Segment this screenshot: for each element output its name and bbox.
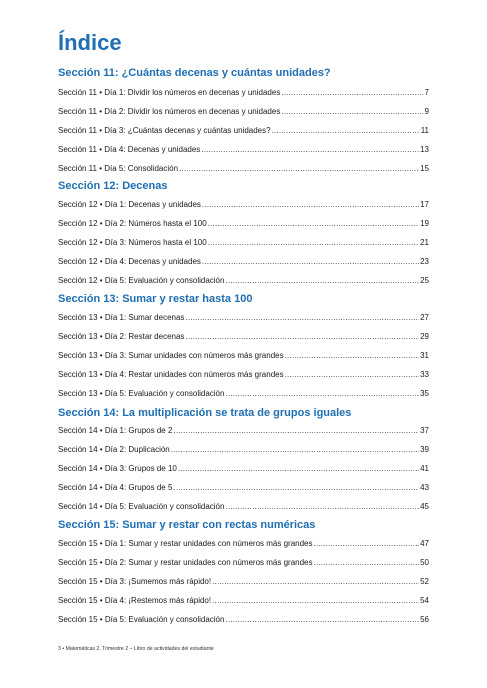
toc-entry-label: Sección 15 • Día 1: Sumar y restar unidades con números más grandes — [58, 539, 313, 548]
toc-entry[interactable] — [58, 107, 429, 119]
toc-entry-label: Sección 15 • Día 5: Evaluación y consolidación — [58, 614, 225, 624]
toc-entry-page-number: 9 — [424, 106, 429, 116]
toc-entry[interactable] — [58, 219, 429, 231]
toc-entry-label: Sección 13 • Día 4: Restar unidades con números más grandes — [58, 369, 284, 379]
dot-leader — [173, 426, 419, 435]
dot-leader — [202, 257, 419, 266]
toc-entry-label: Sección 12 • Día 5: Evaluación y consolidación — [58, 275, 225, 285]
toc-entry-label: Sección 11 • Día 5: Consolidación — [58, 163, 179, 173]
toc-entry-page-number: 47 — [420, 539, 429, 548]
dot-leader — [225, 502, 419, 511]
dot-leader — [208, 238, 419, 247]
toc-entry-page-number: 39 — [420, 444, 429, 454]
toc-entry-label: Sección 14 • Día 1: Grupos de 2 — [58, 426, 173, 435]
dot-leader — [212, 596, 419, 605]
toc-entry-page-number: 11 — [420, 125, 429, 135]
toc-entry[interactable] — [58, 238, 429, 250]
toc-entry[interactable] — [58, 164, 429, 176]
toc-entry[interactable] — [58, 351, 429, 363]
toc-entry-label: Sección 13 • Día 5: Evaluación y consolidación — [58, 388, 225, 398]
toc-entry-page-number: 27 — [420, 313, 429, 322]
toc-entry-label: Sección 14 • Día 4: Grupos de 5 — [58, 482, 173, 492]
toc-entry-page-number: 19 — [420, 218, 429, 228]
dot-leader — [225, 276, 419, 285]
toc-entry-page-number: 31 — [420, 350, 429, 360]
toc-entry[interactable] — [58, 200, 429, 212]
toc-entry[interactable] — [58, 502, 429, 514]
toc-entry-label: Sección 15 • Día 2: Sumar y restar unidades con números más grandes — [58, 557, 313, 567]
toc-entry-page-number: 33 — [420, 369, 429, 379]
toc-entry-page-number: 43 — [420, 482, 429, 492]
dot-leader — [173, 483, 419, 492]
toc-entry-page-number: 17 — [420, 200, 429, 209]
toc-entry[interactable] — [58, 145, 429, 157]
toc-entry-label: Sección 11 • Día 3: ¿Cuántas decenas y cuántas unidades? — [58, 125, 271, 135]
section-heading: Sección 12: Decenas — [58, 180, 168, 192]
toc-entry[interactable] — [58, 88, 429, 100]
dot-leader — [201, 145, 419, 154]
toc-entry-page-number: 54 — [420, 595, 429, 605]
dot-leader — [313, 539, 419, 548]
toc-entry-page-number: 29 — [420, 331, 429, 341]
toc-entry-label: Sección 11 • Día 1: Dividir los números en decenas y unidades — [58, 88, 281, 97]
toc-entry-label: Sección 12 • Día 1: Decenas y unidades — [58, 200, 201, 209]
toc-entry-label: Sección 14 • Día 3: Grupos de 10 — [58, 463, 177, 473]
toc-entry[interactable] — [58, 426, 429, 438]
section-heading: Sección 11: ¿Cuántas decenas y cuántas unidades? — [58, 67, 331, 79]
page-title: Índice — [58, 30, 122, 55]
toc-entry[interactable] — [58, 615, 429, 627]
toc-entry-label: Sección 14 • Día 5: Evaluación y consolidación — [58, 501, 225, 511]
toc-entry-page-number: 13 — [420, 144, 429, 154]
dot-leader — [281, 107, 423, 116]
toc-entry-label: Sección 14 • Día 2: Duplicación — [58, 444, 170, 454]
toc-entry-label: Sección 12 • Día 2: Números hasta el 100 — [58, 218, 207, 228]
toc-entry-page-number: 56 — [420, 614, 429, 624]
toc-entry[interactable] — [58, 558, 429, 570]
toc-entry[interactable] — [58, 445, 429, 457]
toc-entry-label: Sección 12 • Día 3: Números hasta el 100 — [58, 237, 207, 247]
section-heading: Sección 13: Sumar y restar hasta 100 — [58, 293, 253, 305]
section-heading: Sección 14: La multiplicación se trata de grupos iguales — [58, 407, 352, 419]
toc-entry[interactable] — [58, 577, 429, 589]
toc-entry-label: Sección 12 • Día 4: Decenas y unidades — [58, 256, 201, 266]
toc-entry-page-number: 25 — [420, 275, 429, 285]
toc-entry-page-number: 45 — [420, 501, 429, 511]
toc-entry-page-number: 23 — [420, 256, 429, 266]
toc-entry[interactable] — [58, 257, 429, 269]
toc-entry[interactable] — [58, 126, 429, 138]
toc-entry-page-number: 52 — [420, 576, 429, 586]
toc-entry-page-number: 41 — [420, 463, 429, 473]
section-heading: Sección 15: Sumar y restar con rectas numéricas — [58, 519, 316, 531]
toc-entry-label: Sección 13 • Día 2: Restar decenas — [58, 331, 185, 341]
dot-leader — [281, 88, 423, 97]
toc-entry[interactable] — [58, 370, 429, 382]
toc-entry-page-number: 35 — [420, 388, 429, 398]
toc-entry-page-number: 15 — [420, 163, 429, 173]
dot-leader — [225, 389, 419, 398]
toc-entry-page-number: 7 — [424, 88, 429, 97]
dot-leader — [285, 370, 420, 379]
dot-leader — [212, 577, 419, 586]
toc-entry-label: Sección 11 • Día 4: Decenas y unidades — [58, 144, 201, 154]
dot-leader — [225, 615, 419, 624]
dot-leader — [185, 313, 419, 322]
dot-leader — [185, 332, 419, 341]
page-footer: 3 • Matemáticas 2, Trimestre 2 – Libro de actividades del estudiante — [58, 646, 214, 652]
toc-entry-label: Sección 15 • Día 4: ¡Restemos más rápido! — [58, 595, 212, 605]
toc-entry-label: Sección 15 • Día 3: ¡Sumemos más rápido! — [58, 576, 212, 586]
toc-entry[interactable] — [58, 483, 429, 495]
toc-entry[interactable] — [58, 464, 429, 476]
dot-leader — [179, 164, 419, 173]
dot-leader — [313, 558, 419, 567]
toc-entry[interactable] — [58, 276, 429, 288]
toc-entry[interactable] — [58, 539, 429, 551]
toc-entry-page-number: 21 — [420, 237, 429, 247]
toc-entry[interactable] — [58, 332, 429, 344]
toc-entry-label: Sección 13 • Día 3: Sumar unidades con números más grandes — [58, 350, 284, 360]
dot-leader — [171, 445, 419, 454]
toc-entry-page-number: 37 — [420, 426, 429, 435]
dot-leader — [202, 200, 419, 209]
toc-entry-label: Sección 11 • Día 2: Dividir los números en decenas y unidades — [58, 106, 281, 116]
dot-leader — [285, 351, 420, 360]
dot-leader — [208, 219, 419, 228]
toc-entry-label: Sección 13 • Día 1: Sumar decenas — [58, 313, 185, 322]
dot-leader — [272, 126, 420, 135]
toc-entry[interactable] — [58, 389, 429, 401]
toc-entry[interactable] — [58, 313, 429, 325]
toc-entry[interactable] — [58, 596, 429, 608]
dot-leader — [178, 464, 419, 473]
toc-entry-page-number: 50 — [420, 557, 429, 567]
